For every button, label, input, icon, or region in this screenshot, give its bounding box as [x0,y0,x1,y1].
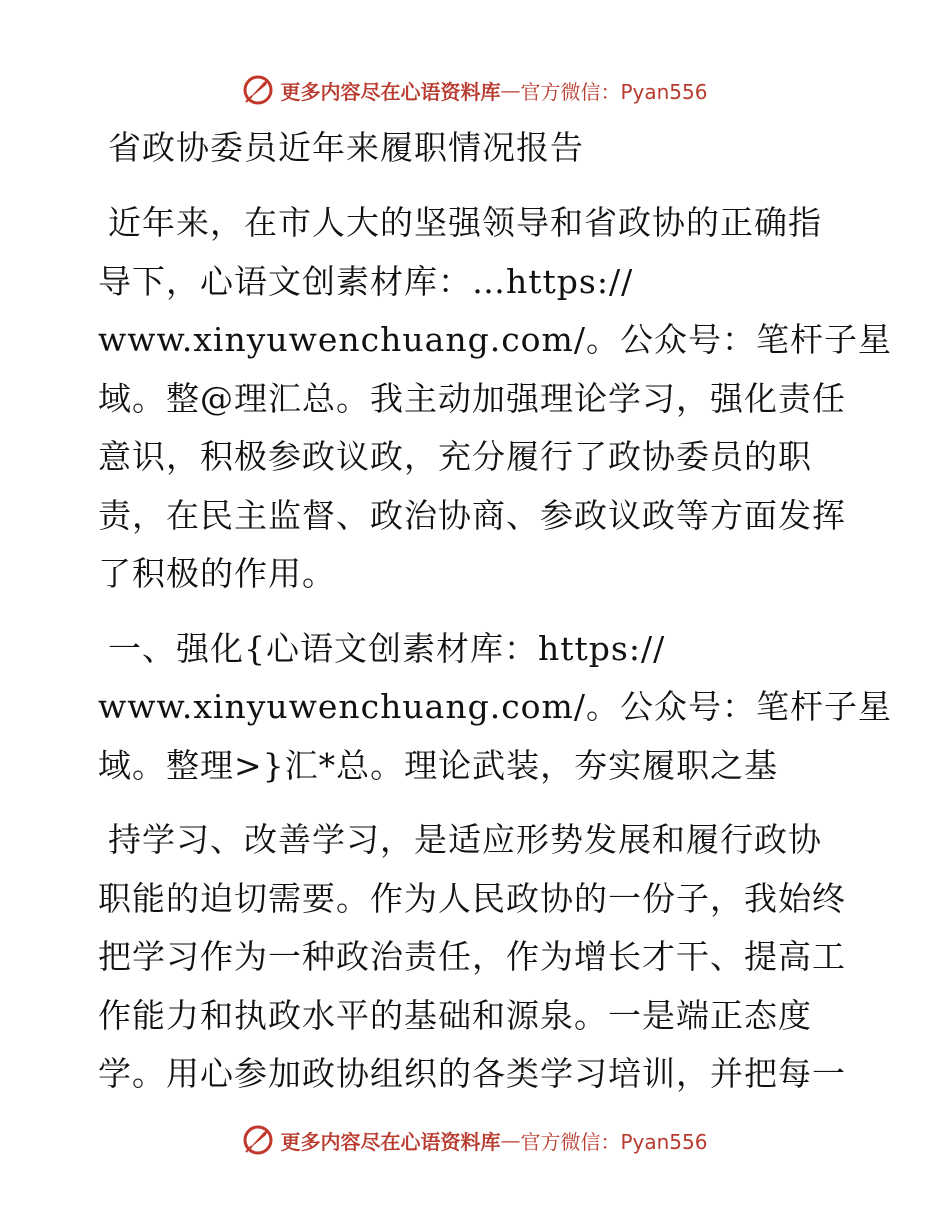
quill-logo-icon [242,1124,274,1156]
paragraph-line: 作能力和执政水平的基础和源泉。一是端正态度 [98,995,812,1035]
paragraph-line: www.xinyuwenchuang.com/。公众号：笔杆子星 [98,320,892,359]
paragraph-line: 持学习、改善学习，是适应形势发展和履行政协 [108,820,822,859]
paragraph-line: 职能的迫切需要。作为人民政协的一份子，我始终 [98,878,846,918]
banner-wechat: 官方微信：Pyan556 [520,1129,708,1154]
paragraph-line: 导下，心语文创素材库：…https:// [98,261,634,301]
paragraph-line: 一、强化{心语文创素材库：https:// [108,628,666,668]
banner-separator: — [500,1128,521,1152]
quill-logo-icon [242,74,274,106]
banner-text: 更多内容尽在心语资料库 [280,1129,501,1154]
banner-separator: — [500,78,521,102]
banner-text: 更多内容尽在心语资料库 [280,79,501,104]
paragraph-line: www.xinyuwenchuang.com/。公众号：笔杆子星 [98,687,892,726]
footer-banner [0,1120,950,1160]
paragraph-study [98,811,858,1104]
document-body [98,126,892,1104]
banner-wechat: 官方微信：Pyan556 [520,79,708,104]
paragraph-line: 把学习作为一种政治责任，作为增长才干、提高工 [98,937,846,976]
section-heading-1 [98,620,892,796]
paragraph-line: 了积极的作用。 [98,554,336,593]
paragraph-line: 近年来，在市人大的坚强领导和省政协的正确指 [108,203,822,242]
header-banner [0,70,950,110]
paragraph-line: 责，在民主监督、政治协商、参政议政等方面发挥 [98,495,846,535]
paragraph-line: 域。整理>}汇*总。理论武装，夯实履职之基 [98,745,779,785]
paragraph-line: 域。整@理汇总。我主动加强理论学习，强化责任 [98,378,846,418]
document-title: 省政协委员近年来履职情况报告 [108,128,584,167]
paragraph-line: 学。用心参加政协组织的各类学习培训，并把每一 [98,1054,846,1093]
paragraph-intro [98,194,892,604]
paragraph-line: 意识，积极参政议政，充分履行了政协委员的职 [98,437,812,476]
